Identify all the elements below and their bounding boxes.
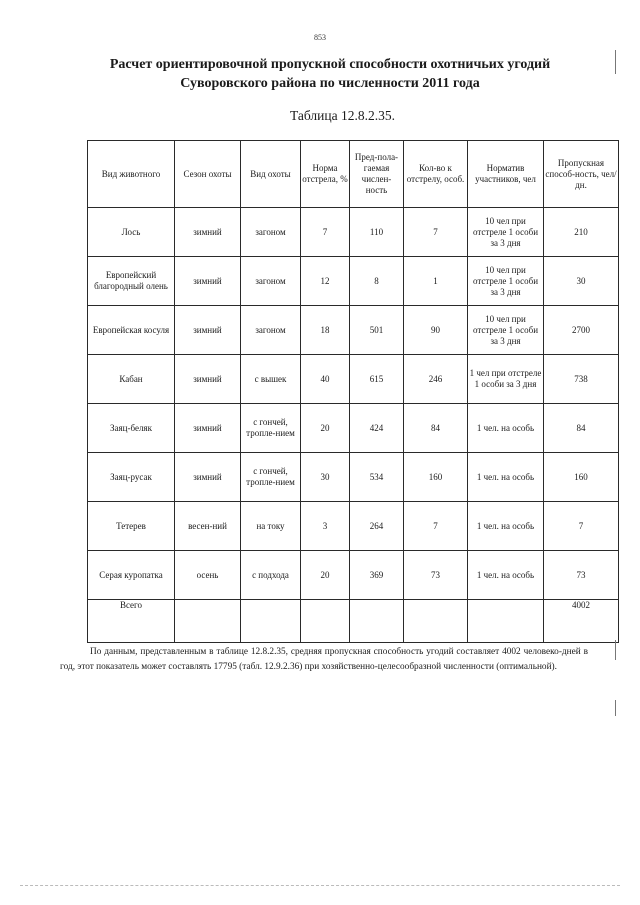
document-title [60, 55, 600, 93]
header-capacity: Пропускная способ-ность, чел/дн. [544, 141, 619, 208]
total-value: 4002 [544, 600, 619, 643]
title-line-2: Суворовского района по численности 2011 года [180, 76, 480, 91]
cell-rate: 18 [301, 306, 350, 355]
cell-quota: 7 [404, 502, 468, 551]
total-row [88, 600, 619, 643]
header-hunt-type: Вид охоты [241, 141, 301, 208]
cell-animal: Заяц-беляк [88, 404, 175, 453]
cell-participants-norm: 10 чел при отстреле 1 особи за 3 дня [468, 306, 544, 355]
cell-population: 534 [350, 453, 404, 502]
table-row [88, 453, 619, 502]
cell-participants-norm: 1 чел. на особь [468, 551, 544, 600]
table-row [88, 551, 619, 600]
cell-animal: Европейская косуля [88, 306, 175, 355]
cell-rate: 12 [301, 257, 350, 306]
total-empty-cell [404, 600, 468, 643]
cell-rate: 30 [301, 453, 350, 502]
cell-capacity: 30 [544, 257, 619, 306]
cell-population: 501 [350, 306, 404, 355]
cell-population: 424 [350, 404, 404, 453]
cell-season: зимний [175, 453, 241, 502]
cell-capacity: 73 [544, 551, 619, 600]
cell-quota: 160 [404, 453, 468, 502]
cell-population: 369 [350, 551, 404, 600]
cell-quota: 1 [404, 257, 468, 306]
cell-season: зимний [175, 355, 241, 404]
cell-season: осень [175, 551, 241, 600]
cell-quota: 7 [404, 208, 468, 257]
total-empty-cell [175, 600, 241, 643]
cell-rate: 40 [301, 355, 350, 404]
cell-season: весен-ний [175, 502, 241, 551]
cell-population: 110 [350, 208, 404, 257]
total-empty-cell [468, 600, 544, 643]
scan-margin-mark [615, 700, 616, 716]
cell-participants-norm: 10 чел при отстреле 1 особи за 3 дня [468, 257, 544, 306]
header-quota: Кол-во к отстрелу, особ. [404, 141, 468, 208]
cell-participants-norm: 10 чел при отстреле 1 особи за 3 дня [468, 208, 544, 257]
cell-animal: Лось [88, 208, 175, 257]
cell-hunt-type: с подхода [241, 551, 301, 600]
table-row [88, 306, 619, 355]
cell-quota: 84 [404, 404, 468, 453]
title-line-1: Расчет ориентировочной пропускной способности охотничьих угодий [109, 57, 551, 72]
cell-hunt-type: загоном [241, 257, 301, 306]
total-empty-cell [241, 600, 301, 643]
total-empty-cell [301, 600, 350, 643]
cell-rate: 3 [301, 502, 350, 551]
scan-margin-mark [615, 640, 616, 660]
header-rate: Норма отстрела, % [301, 141, 350, 208]
cell-season: зимний [175, 404, 241, 453]
table-row [88, 355, 619, 404]
cell-capacity: 210 [544, 208, 619, 257]
page-number: 853 [314, 33, 326, 42]
table-body [88, 208, 619, 643]
cell-animal: Заяц-русак [88, 453, 175, 502]
cell-participants-norm: 1 чел. на особь [468, 453, 544, 502]
header-population: Пред-пола-гаемая числен-ность [350, 141, 404, 208]
cell-capacity: 7 [544, 502, 619, 551]
cell-season: зимний [175, 306, 241, 355]
cell-rate: 20 [301, 404, 350, 453]
cell-quota: 73 [404, 551, 468, 600]
cell-hunt-type: с гончей, тропле-нием [241, 404, 301, 453]
cell-animal: Серая куропатка [88, 551, 175, 600]
cell-animal: Кабан [88, 355, 175, 404]
cell-season: зимний [175, 208, 241, 257]
table-row [88, 502, 619, 551]
cell-hunt-type: с вышек [241, 355, 301, 404]
cell-population: 8 [350, 257, 404, 306]
cell-population: 264 [350, 502, 404, 551]
cell-hunt-type: загоном [241, 306, 301, 355]
cell-quota: 246 [404, 355, 468, 404]
cell-participants-norm: 1 чел. на особь [468, 502, 544, 551]
table-header-row [88, 141, 619, 208]
cell-season: зимний [175, 257, 241, 306]
cell-participants-norm: 1 чел. на особь [468, 404, 544, 453]
cell-population: 615 [350, 355, 404, 404]
header-season: Сезон охоты [175, 141, 241, 208]
table-row [88, 208, 619, 257]
cell-hunt-type: загоном [241, 208, 301, 257]
table-row [88, 404, 619, 453]
cell-quota: 90 [404, 306, 468, 355]
table-caption: Таблица 12.8.2.35. [290, 108, 395, 123]
hunting-capacity-table [87, 140, 619, 643]
cell-animal: Европейский благородный олень [88, 257, 175, 306]
cell-rate: 7 [301, 208, 350, 257]
total-empty-cell [350, 600, 404, 643]
total-label: Всего [88, 600, 175, 643]
cell-hunt-type: с гончей, тропле-нием [241, 453, 301, 502]
cell-capacity: 738 [544, 355, 619, 404]
scan-footer-marks [20, 885, 620, 887]
scan-margin-mark [615, 50, 616, 74]
cell-participants-norm: 1 чел при отстреле 1 особи за 3 дня [468, 355, 544, 404]
header-participants-norm: Норматив участников, чел [468, 141, 544, 208]
table-row [88, 257, 619, 306]
cell-rate: 20 [301, 551, 350, 600]
cell-animal: Тетерев [88, 502, 175, 551]
cell-capacity: 84 [544, 404, 619, 453]
cell-capacity: 2700 [544, 306, 619, 355]
header-animal: Вид животного [88, 141, 175, 208]
cell-capacity: 160 [544, 453, 619, 502]
closing-paragraph: По данным, представленным в таблице 12.8.2.35, средняя пропускная способность угодий составляет 4002 человеко-дней в год, этот показатель может составлять 17795 (табл. 12.9.2.36) при хозяйственно-целесообразной численности (оптимальной). [60, 647, 588, 672]
cell-hunt-type: на току [241, 502, 301, 551]
